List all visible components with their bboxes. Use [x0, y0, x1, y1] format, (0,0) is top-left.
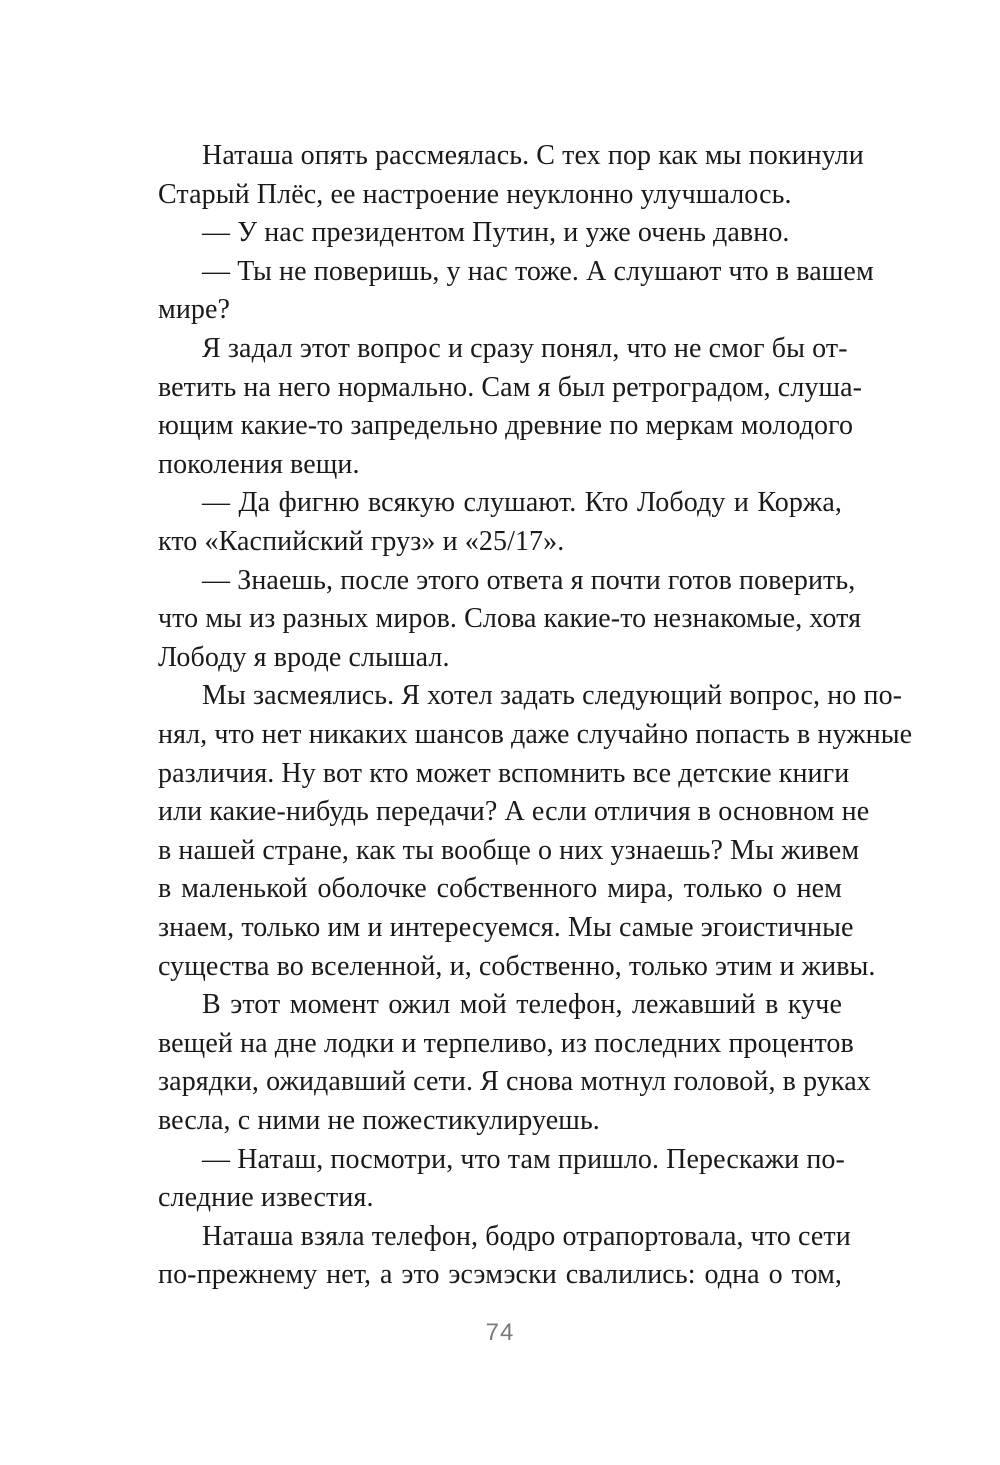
text-line: знаем, только им и интересуемся. Мы самые эгоистичные: [158, 912, 854, 943]
text-line: в маленькой оболочке собственного мира, только о нем: [158, 873, 842, 904]
text-line: Наташа опять рассмеялась. С тех пор как мы покинули: [202, 140, 864, 171]
text-line: что мы из разных миров. Слова какие-то незнакомые, хотя: [158, 603, 862, 634]
text-line: зарядки, ожидавший сети. Я снова мотнул головой, в руках: [158, 1066, 871, 1097]
text-line: Я задал этот вопрос и сразу понял, что не смог бы от-: [202, 333, 848, 364]
text-line: кто «Каспийский груз» и «25/17».: [158, 526, 565, 557]
text-line: ветить на него нормально. Сам я был ретроградом, слуша-: [158, 372, 863, 403]
text-line: поколения вещи.: [158, 449, 360, 480]
text-line: Наташа взяла телефон, бодро отрапортовала, что сети: [202, 1221, 851, 1252]
text-line: нял, что нет никаких шансов даже случайно попасть в нужные: [158, 719, 913, 750]
text-line: существа во вселенной, и, собственно, только этим и живы.: [158, 951, 876, 982]
text-line: — Наташ, посмотри, что там пришло. Перескажи по-: [202, 1144, 845, 1175]
text-line: — У нас президентом Путин, и уже очень давно.: [202, 217, 790, 248]
text-line: В этот момент ожил мой телефон, лежавший в куче: [202, 989, 842, 1020]
text-line: в нашей стране, как ты вообще о них узнаешь? Мы живем: [158, 835, 860, 866]
text-line: — Да фигню всякую слушают. Кто Лободу и Коржа,: [202, 487, 842, 518]
text-line: вещей на дне лодки и терпеливо, из последних процентов: [158, 1028, 854, 1059]
text-line: Мы засмеялись. Я хотел задать следующий вопрос, но по-: [202, 680, 903, 711]
page-number: 74: [485, 1319, 515, 1346]
text-line: мире?: [158, 294, 231, 325]
text-line: следние известия.: [158, 1182, 374, 1213]
text-line: — Знаешь, после этого ответа я почти готов поверить,: [202, 565, 856, 596]
text-line: Лободу я вроде слышал.: [158, 642, 450, 673]
text-line: Старый Плёс, ее настроение неуклонно улучшалось.: [158, 179, 792, 210]
text-line: различия. Ну вот кто может вспомнить все детские книги: [158, 758, 850, 789]
text-line: весла, с ними не пожестикулируешь.: [158, 1105, 600, 1136]
text-line: ющим какие-то запредельно древние по меркам молодого: [158, 410, 854, 441]
text-line: — Ты не поверишь, у нас тоже. А слушают что в вашем: [202, 256, 874, 287]
text-line: по-прежнему нет, а это эсэмэски свалились: одна о том,: [158, 1259, 842, 1290]
text-line: или какие-нибудь передачи? А если отличия в основном не: [158, 796, 870, 827]
